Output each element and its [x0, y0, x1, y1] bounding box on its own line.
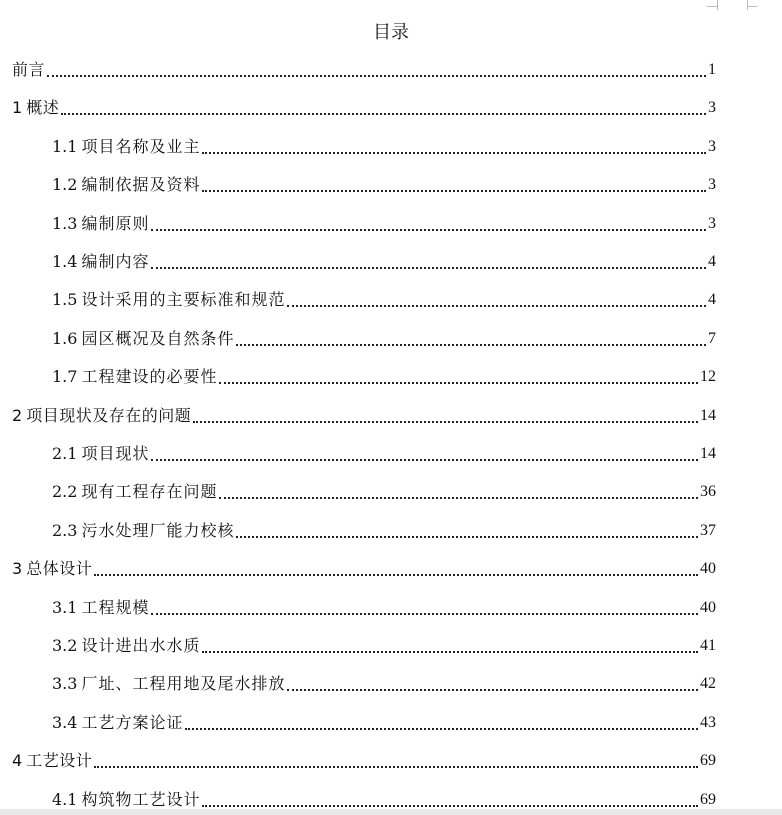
toc-entry-label	[12, 751, 92, 771]
dot-leader	[151, 213, 706, 231]
toc-entry-number: 3.3	[52, 674, 78, 694]
toc-entry-text: 项目现状	[81, 444, 150, 463]
toc-entry-text: 项目名称及业主	[81, 136, 201, 156]
dot-leader	[193, 405, 698, 423]
toc-entry-number: 3.1	[52, 597, 78, 617]
toc-entry-text: 前言	[12, 60, 46, 79]
toc-entry-label	[52, 482, 217, 502]
dot-leader	[151, 251, 706, 269]
toc-entry-page-number: 1	[708, 61, 716, 78]
toc-entry[interactable]	[12, 555, 716, 579]
toc-entry[interactable]	[52, 248, 716, 272]
toc-entry-label	[52, 175, 200, 195]
toc-entry[interactable]	[52, 632, 716, 656]
dot-leader	[202, 174, 706, 192]
page-edge	[0, 809, 782, 815]
toc-entry-page-number: 4	[708, 253, 716, 270]
margin-marker	[747, 6, 757, 7]
toc-entry-label	[52, 214, 149, 234]
toc-entry-number: 3.2	[52, 636, 78, 655]
toc-entry-text: 编制依据及资料	[81, 175, 201, 195]
toc-entry-label	[52, 713, 183, 733]
toc-entry-label	[12, 60, 45, 80]
toc-entry-text: 工程规模	[81, 597, 150, 617]
toc-entry-number: 1.1	[52, 136, 78, 156]
dot-leader	[94, 750, 698, 768]
toc-entry[interactable]	[52, 709, 716, 733]
dot-leader	[287, 673, 698, 691]
dot-leader	[287, 289, 706, 307]
toc-entry-label	[52, 137, 200, 157]
toc-entry[interactable]	[52, 594, 716, 618]
dot-leader	[47, 59, 706, 77]
toc-entry-number: 1	[12, 98, 23, 118]
toc-entry-page-number: 12	[700, 368, 716, 386]
toc-entry-page-number: 14	[700, 445, 716, 462]
toc-entry-label	[52, 367, 217, 387]
toc-entry-text: 园区概况及自然条件	[81, 328, 235, 348]
toc-entry-page-number: 43	[700, 713, 716, 731]
toc-entry[interactable]	[12, 56, 716, 80]
margin-marker	[717, 0, 718, 10]
toc-entry-number: 4.1	[52, 789, 78, 809]
toc-entry-text: 构筑物工艺设计	[81, 789, 201, 809]
toc-entry-text: 编制内容	[81, 252, 150, 271]
toc-entry-text: 概述	[26, 98, 60, 118]
toc-entry-label	[52, 252, 149, 272]
toc-entry[interactable]	[52, 210, 716, 234]
toc-entry-page-number: 3	[708, 176, 716, 194]
toc-entry-label	[12, 406, 191, 426]
toc-entry-text: 设计采用的主要标准和规范	[81, 290, 286, 310]
toc-entry-page-number: 7	[708, 329, 716, 347]
dot-leader	[151, 597, 698, 615]
toc-entry-number: 1.3	[52, 213, 78, 233]
toc-entry-label	[52, 444, 149, 464]
toc-entry-label	[12, 559, 92, 579]
dot-leader	[236, 520, 698, 538]
toc-entry-page-number: 14	[700, 406, 716, 424]
toc-entry-number: 2.3	[52, 520, 78, 540]
toc-entry-text: 现有工程存在问题	[81, 482, 218, 502]
toc-entry-label	[52, 636, 200, 656]
toc-entry-number: 1.6	[52, 328, 78, 348]
toc-entry-number: 1.2	[52, 175, 78, 195]
toc-entry-page-number: 69	[700, 752, 716, 770]
toc-entry[interactable]	[52, 363, 716, 387]
toc-entry-label	[52, 329, 234, 349]
toc-entry-page-number: 41	[700, 637, 716, 654]
toc-entry-page-number: 3	[708, 137, 716, 155]
toc-entry-text: 编制原则	[81, 213, 150, 233]
dot-leader	[202, 136, 706, 154]
toc-entry-number: 1.5	[52, 290, 78, 310]
toc-entry[interactable]	[52, 670, 716, 694]
toc-entry-text: 污水处理厂能力校核	[81, 520, 235, 540]
toc-entry[interactable]	[52, 517, 716, 541]
dot-leader	[151, 443, 698, 461]
dot-leader	[236, 328, 706, 346]
toc-entry-page-number: 42	[700, 675, 716, 693]
toc-entry[interactable]	[52, 171, 716, 195]
toc-entry[interactable]	[12, 94, 716, 118]
dot-leader	[219, 366, 698, 384]
toc-entry-label	[52, 521, 234, 541]
toc-entry[interactable]	[12, 747, 716, 771]
toc-entry-number: 2	[12, 405, 23, 425]
toc-entry-text: 工艺设计	[26, 751, 93, 771]
toc-entry-label	[12, 98, 59, 118]
toc-entry-page-number: 37	[700, 521, 716, 539]
toc-entry-number: 4	[12, 751, 23, 771]
toc-entry[interactable]	[52, 440, 716, 464]
toc-entry-text: 项目现状及存在的问题	[26, 405, 192, 425]
toc-entry-text: 设计进出水水质	[81, 636, 201, 655]
dot-leader	[202, 789, 698, 807]
toc-entry-number: 1.7	[52, 367, 78, 387]
toc-entry-page-number: 36	[700, 483, 716, 501]
toc-entry-text: 工艺方案论证	[81, 712, 184, 732]
toc-entry[interactable]	[52, 325, 716, 349]
toc-entry[interactable]	[52, 133, 716, 157]
toc-entry-text: 厂址、工程用地及尾水排放	[81, 674, 286, 694]
toc-entry-page-number: 3	[708, 99, 716, 117]
margin-marker	[747, 0, 748, 10]
toc-entry-number: 1.4	[52, 252, 78, 271]
toc-entry-page-number: 4	[708, 291, 716, 309]
toc-entry[interactable]	[12, 402, 716, 426]
dot-leader	[185, 712, 698, 730]
toc-entry-text: 工程建设的必要性	[81, 367, 218, 387]
toc-entry-text: 总体设计	[26, 559, 93, 579]
toc-entry[interactable]	[52, 286, 716, 310]
toc-entry-page-number: 69	[700, 790, 716, 808]
toc-entry-page-number: 40	[700, 598, 716, 616]
toc-entry[interactable]	[52, 478, 716, 502]
dot-leader	[219, 481, 698, 499]
dot-leader	[94, 558, 698, 576]
toc-entry-page-number: 40	[700, 560, 716, 578]
toc-entry-label	[52, 290, 285, 310]
toc-entry-number: 3	[12, 559, 23, 579]
dot-leader	[61, 97, 706, 115]
toc-entry-label	[52, 598, 149, 618]
toc-title: 目录	[373, 22, 409, 43]
margin-marker	[707, 6, 717, 7]
toc-entry-number: 2.1	[52, 444, 78, 463]
toc-entry-number: 2.2	[52, 482, 78, 502]
toc-entry-label	[52, 790, 200, 810]
toc-entry-page-number: 3	[708, 214, 716, 232]
toc-entry-number: 3.4	[52, 712, 78, 732]
toc-entry-label	[52, 674, 285, 694]
dot-leader	[202, 635, 698, 653]
toc-entry[interactable]	[52, 786, 716, 810]
